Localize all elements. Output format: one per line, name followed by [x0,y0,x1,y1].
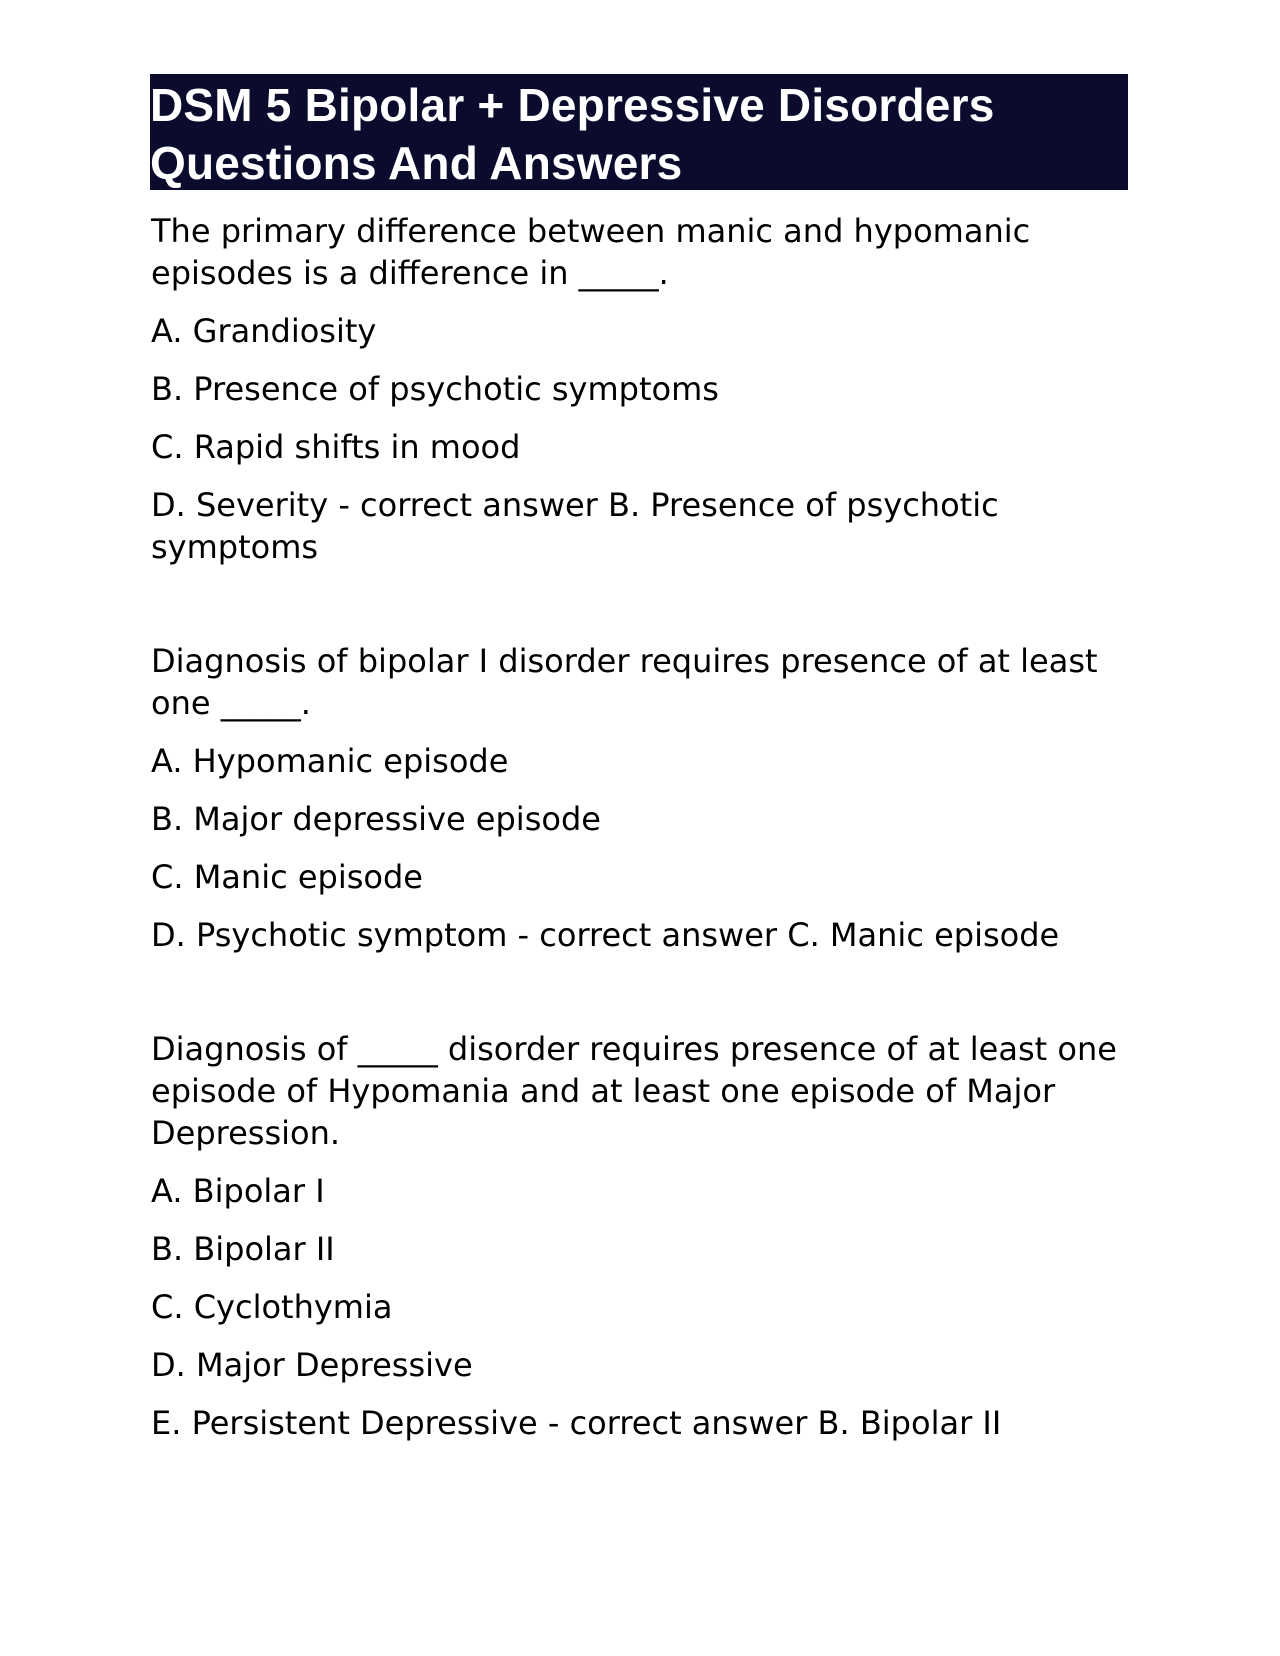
answer-option: B. Presence of psychotic symptoms [151,370,719,408]
answer-option: A. Hypomanic episode [151,742,509,780]
answer-option: A. Bipolar I [151,1172,325,1210]
answer-option: C. Rapid shifts in mood [151,428,521,466]
answer-option: B. Bipolar II [151,1230,335,1268]
document-title [150,74,1128,190]
title-line-1: DSM 5 Bipolar + Depressive Disorders [150,79,995,131]
answer-option: C. Cyclothymia [151,1288,393,1326]
section-spacer [151,972,1131,1028]
question-text: The primary difference between manic and hypomanic episodes is a difference in _____. [151,212,1031,292]
answer-option: B. Major depressive episode [151,800,601,838]
question-block-2 [151,640,1131,956]
answer-option: D. Major Depressive [151,1346,473,1384]
title-line-2: Questions And Answers [150,137,683,189]
question-block-1 [151,210,1131,568]
answer-option-with-correct-answer: E. Persistent Depressive - correct answer B. Bipolar II [151,1404,1002,1442]
answer-option-with-correct-answer: D. Severity - correct answer B. Presence of psychotic symptoms [151,486,999,566]
answer-option-with-correct-answer: D. Psychotic symptom - correct answer C. Manic episode [151,916,1060,954]
section-spacer [151,584,1131,640]
question-text: Diagnosis of bipolar I disorder requires presence of at least one _____. [151,642,1098,722]
question-block-3 [151,1028,1131,1444]
question-text: Diagnosis of _____ disorder requires presence of at least one episode of Hypomania and at least one episode of Major Depression. [151,1030,1117,1152]
document-body [151,210,1131,1460]
answer-option: A. Grandiosity [151,312,377,350]
answer-option: C. Manic episode [151,858,423,896]
